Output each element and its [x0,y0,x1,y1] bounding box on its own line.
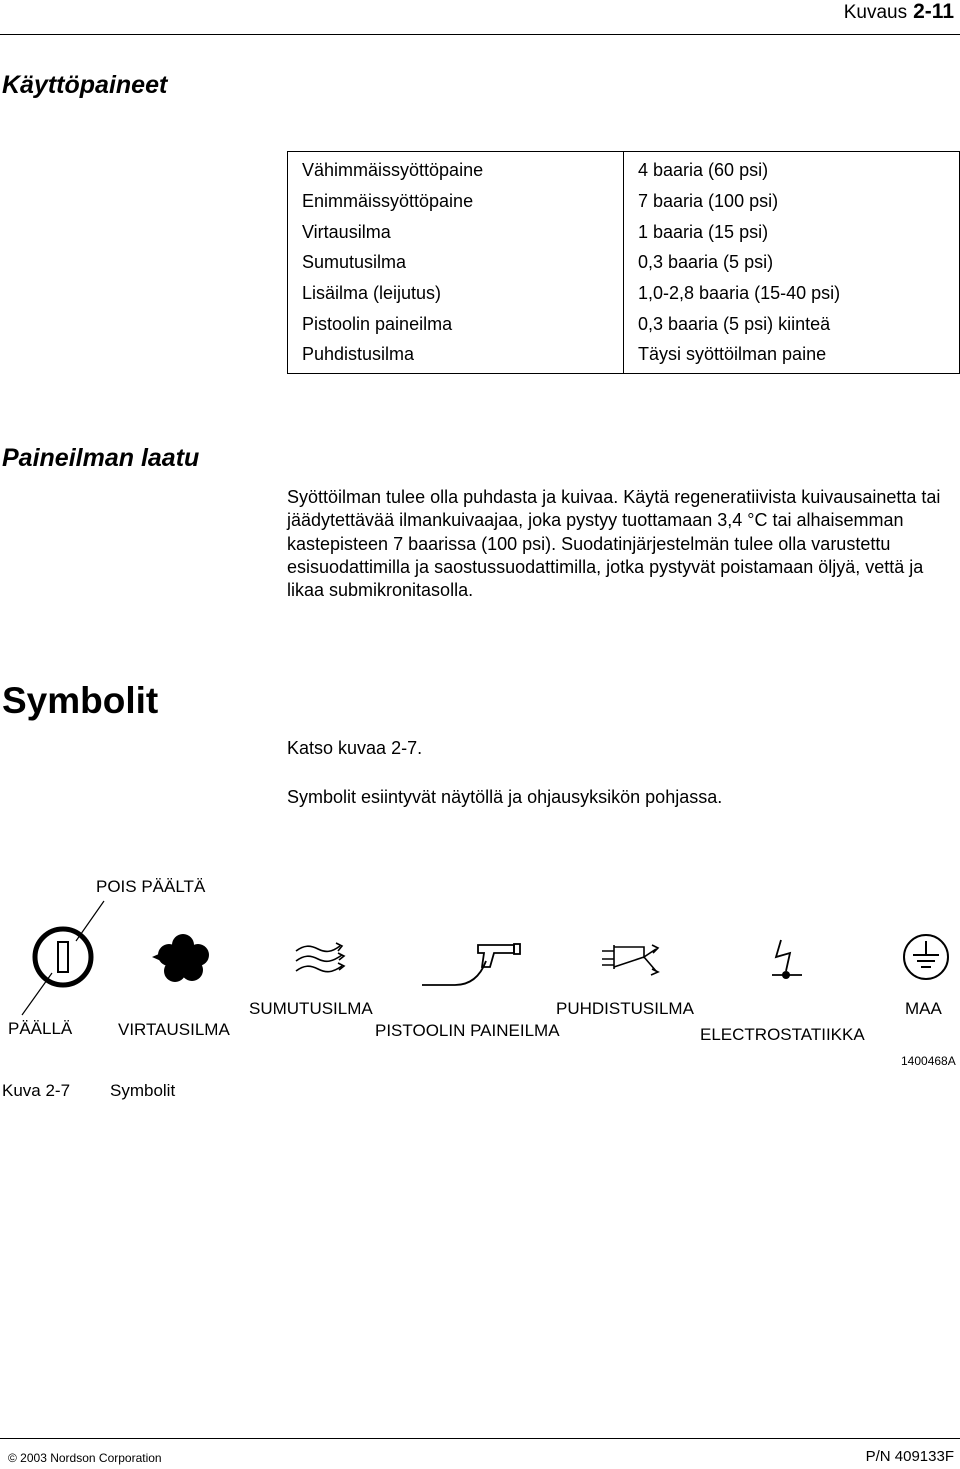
label-electrostatic: ELECTROSTATIIKKA [700,1025,865,1044]
pressure-value: 1 baaria (15 psi) [638,221,769,242]
pressure-label: Sumutusilma [288,247,624,278]
pressure-table-row [288,152,960,186]
label-gun-air: PISTOOLIN PAINEILMA [375,1021,560,1040]
pressure-label: Virtausilma [288,216,624,247]
footer-part-number: P/N 409133F [865,1448,954,1465]
air-quality-paragraph: Syöttöilman tulee olla puhdasta ja kuivaa. Käytä regeneratiivista kuivausainetta tai jäädytettävää ilmankuivaajaa, joka pystyy tuottamaan 3,4 °C tai alhaisemman kastepisteen 7 baarissa (100 psi). Suodatinjärjestelmän tulee olla varustettu esisuodattimilla ja saostussuodattimilla, jotka pystyvät poistamaan öljyä, vettä ja likaa submikronitasolla. [287,487,941,601]
pressure-table-row [288,278,960,309]
pressure-table [287,151,960,374]
footer-rule [0,1438,960,1439]
flow-air-icon [152,934,209,982]
purge-air-icon [602,945,658,975]
pressure-value: 7 baaria (100 psi) [638,191,779,212]
heading-operating-pressures: Käyttöpaineet [2,71,168,99]
figure-caption-number: Kuva 2-7 [2,1081,71,1100]
header-page-number: 2-11 [913,0,954,23]
header-section: Kuvaus [843,2,908,23]
pressure-value: 4 baaria (60 psi) [638,160,769,181]
footer-copyright: © 2003 Nordson Corporation [8,1451,162,1465]
pressure-table-row [288,216,960,247]
pressure-value: 0,3 baaria (5 psi) [638,252,774,273]
pressure-table-body [288,152,960,374]
label-flow-air: VIRTAUSILMA [118,1020,230,1039]
label-atomizing-air: SUMUTUSILMA [249,999,373,1018]
pressure-label: Puhdistusilma [288,339,624,373]
pressure-value: 0,3 baaria (5 psi) kiinteä [638,313,831,334]
running-header [844,0,954,25]
figure-part-number: 1400468A [901,1054,956,1068]
label-ground: MAA [905,999,942,1018]
symbols-intro-line2: Symbolit esiintyvät näytöllä ja ohjausyksikön pohjassa. [287,787,723,807]
atomizing-air-icon [296,943,344,972]
spray-gun-icon [422,944,520,985]
pressure-table-row [288,247,960,278]
pressure-label: Vähimmäissyöttöpaine [288,152,624,186]
header-rule [0,34,960,35]
pressure-table-row [288,186,960,217]
pressure-value: 1,0-2,8 baaria (15-40 psi) [638,283,841,304]
symbols-intro-line1: Katso kuvaa 2-7. [287,738,423,758]
electrostatic-icon [772,940,802,979]
symbols-figure [0,895,960,1030]
pressure-label: Lisäilma (leijutus) [288,278,624,309]
ground-icon [904,935,948,979]
figure-caption-title: Symbolit [110,1081,176,1100]
heading-symbols: Symbolit [2,680,159,721]
pressure-table-row [288,339,960,373]
power-on-off-icon [35,929,91,985]
pressure-label: Pistoolin paineilma [288,308,624,339]
heading-air-quality: Paineilman laatu [2,444,200,472]
label-off: POIS PÄÄLTÄ [96,877,206,896]
pressure-value: Täysi syöttöilman paine [638,344,827,365]
label-purge-air: PUHDISTUSILMA [556,999,694,1018]
pressure-table-row [288,308,960,339]
label-on: PÄÄLLÄ [8,1019,73,1038]
pressure-label: Enimmäissyöttöpaine [288,186,624,217]
